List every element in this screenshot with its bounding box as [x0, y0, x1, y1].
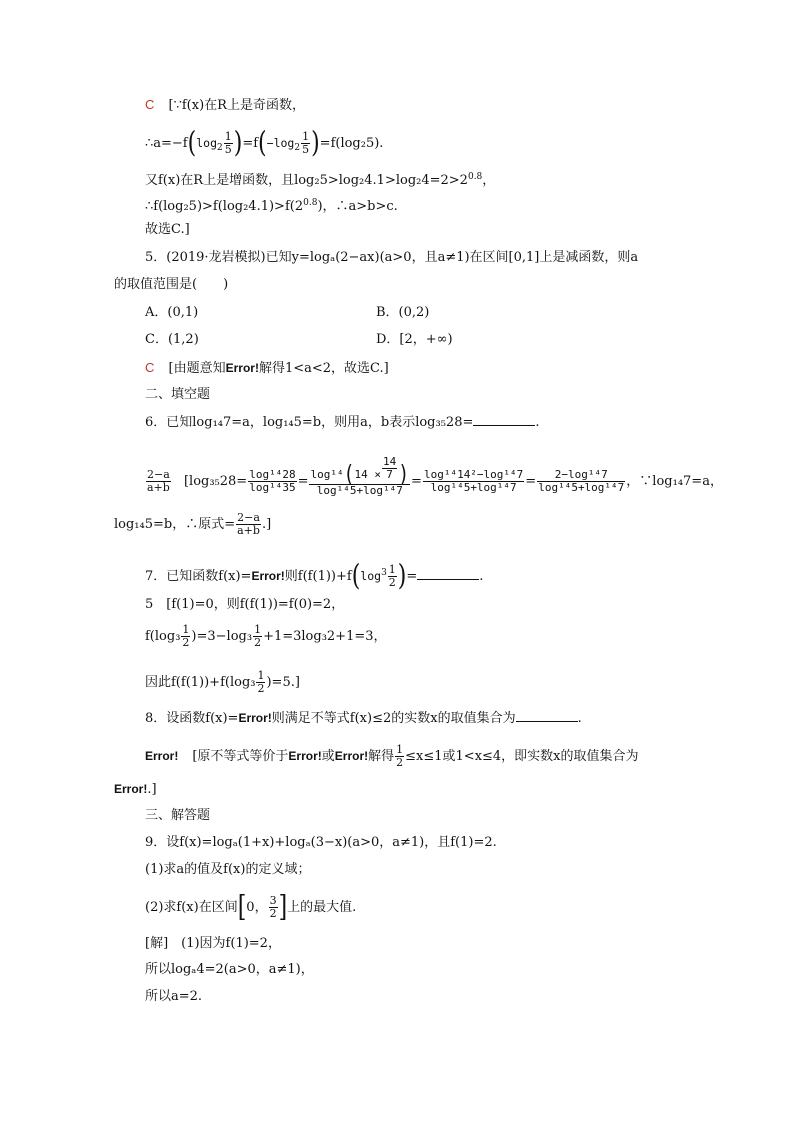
math-text: log: [196, 136, 217, 150]
fraction: $\frac{1}{5}$: [302, 130, 310, 156]
fraction: $\frac{\text{log¹⁴14²−log¹⁴7}}{\text{log¹⁴5+log¹⁴7}}$: [423, 468, 524, 494]
fraction: $\frac{1}{2}$: [254, 623, 262, 649]
section-heading-solve: 三、解答题: [145, 808, 211, 823]
fraction: $\frac{3}{2}$: [269, 894, 277, 920]
section-heading-fill-in: 二、填空题: [145, 387, 211, 402]
solution-line-5: 故选C.]: [145, 222, 190, 237]
question-8: 8．设函数f(x)=Error!则满足不等式f(x)≤2的实数x的取值集合为 .: [145, 711, 582, 726]
right-paren: ): [233, 126, 243, 160]
solution-text: [∵f(x)在R上是奇函数，: [168, 98, 305, 113]
error-placeholder: Error!: [251, 569, 285, 583]
math-text: =f: [242, 136, 259, 151]
solution-line-3: 又f(x)在R上是增函数，且$\log_25>\log_24.1>\log_24=2>2^{0.8}$，: [145, 172, 496, 188]
left-paren: (: [258, 126, 267, 160]
math-text: ∴a=−f: [145, 136, 188, 151]
answer-letter: C: [145, 97, 155, 112]
answer-blank: [516, 709, 578, 722]
question-7-solution-3: 因此f(f(1))+f(log₃ $\frac{1}{2}$ )=5.]: [145, 669, 300, 695]
math-text: −log: [266, 136, 295, 150]
answer-blank: [473, 413, 535, 426]
question-6: 6．已知log₁₄7=a，log₁₄5=b，则用a，b表示log₃₅28= .: [145, 415, 540, 430]
answer-letter: C: [145, 360, 155, 375]
question-6-solution-line-2: log₁₄5=b，∴原式= $\frac{2-a}{a+b}$ .]: [114, 511, 272, 537]
answer-fraction: $\frac{2-a}{a+b}$: [147, 468, 170, 494]
option-b: B．(0,2): [376, 305, 430, 320]
left-paren: (: [187, 126, 197, 160]
fraction: $\frac{1}{5}$: [224, 130, 232, 156]
question-7-solution-1: 5 [f(1)=0，则f(f(1))=f(0)=2，: [145, 597, 345, 612]
option-d: D．[2，+∞): [376, 332, 453, 347]
option-a: A．(0,1): [145, 305, 199, 320]
question-9-solution-3: 所以a=2.: [145, 989, 203, 1004]
fraction: $\frac{1}{2}$: [388, 563, 396, 589]
fraction: $\frac{1}{2}$: [396, 743, 404, 769]
solution-line-2: $\therefore a=-f(\log_2$ $\frac{1}{5}$ )$=f(-\log_2$ $\frac{1}{5}$ )=f(log₂5).: [145, 126, 384, 160]
option-c: C．(1,2): [145, 332, 199, 347]
question-9-solution-2: 所以logₐ4=2(a>0，a≠1)，: [145, 962, 314, 977]
answer-blank: [417, 567, 479, 580]
error-placeholder: Error!: [225, 361, 259, 375]
question-9-solution-1: [解] (1)因为f(1)=2，: [145, 936, 281, 951]
solution-line-1: [145, 96, 305, 114]
fraction: $\frac{\text{log¹⁴28}}{\text{log¹⁴35}}$: [249, 468, 296, 494]
question-5-line-2: 的取值范围是( ): [114, 277, 229, 292]
question-5-line-1: 5．(2019·龙岩模拟)已知y=logₐ(2−ax)(a>0，且a≠1)在区间[0,1]上是减函数，则a: [145, 250, 639, 265]
question-9-line-3: (2)求f(x)在区间[0， $\frac{3}{2}$ ]上的最大值.: [145, 890, 357, 924]
math-text: =f(log₂5).: [319, 136, 384, 151]
error-placeholder: Error!: [145, 749, 179, 763]
solution-line-4: $\therefore f(\log_25)>f(\log_24.1)>f(2^{0.8})$，∴a>b>c.: [145, 198, 398, 214]
error-placeholder: Error!: [114, 782, 148, 796]
right-paren: ): [311, 126, 320, 160]
question-8-solution-2: Error!.]: [114, 782, 157, 797]
question-9-line-1: 9．设f(x)=logₐ(1+x)+logₐ(3−x)(a>0，a≠1)，且f(1)=2.: [145, 835, 497, 850]
fraction: $\frac{2-a}{a+b}$: [237, 511, 260, 537]
fraction: $\frac{\text{2−log¹⁴7}}{\text{log¹⁴5+log¹⁴7}}$: [538, 468, 625, 494]
question-7: 7．已知函数f(x)=Error!则$f(f(1))+f(\log^3$ $\frac{1}{2}$ )= .: [145, 559, 484, 593]
error-placeholder: Error!: [238, 711, 272, 725]
question-6-solution: $\frac{2-a}{a+b}$ [log₃₅28= $\frac{\text{log¹⁴28}}{\text{log¹⁴35}}$ = log¹⁴(14 × $\frac{14}{7}$ ) log¹⁴5+log¹⁴7 = $\frac{\text{log¹⁴14²−log¹⁴7}}{\text{log¹⁴5+log¹⁴7}}$ = $\frac{\text{2−log¹⁴7}}{\text{log¹⁴5+log¹⁴7}}$ ，∵log₁₄7=a，: [147, 454, 723, 497]
question-7-solution-2: f(log₃ $\frac{1}{2}$ )=3−log₃ $\frac{1}{2}$ +1=3log₃2+1=3，: [145, 623, 387, 649]
fraction: $\frac{1}{2}$: [182, 623, 190, 649]
question-5-solution: C [由题意知Error!解得1<a<2，故选C.]: [145, 360, 389, 376]
question-8-solution-1: Error! [原不等式等价于Error!或Error!解得 $\frac{1}{2}$ ≤x≤1或1<x≤4，即实数x的取值集合为: [145, 743, 639, 769]
fraction: log¹⁴(14 × $\frac{14}{7}$ ) log¹⁴5+log¹⁴7: [310, 454, 410, 497]
fraction: $\frac{1}{2}$: [257, 669, 265, 695]
question-9-line-2: (1)求a的值及f(x)的定义域；: [145, 862, 311, 877]
